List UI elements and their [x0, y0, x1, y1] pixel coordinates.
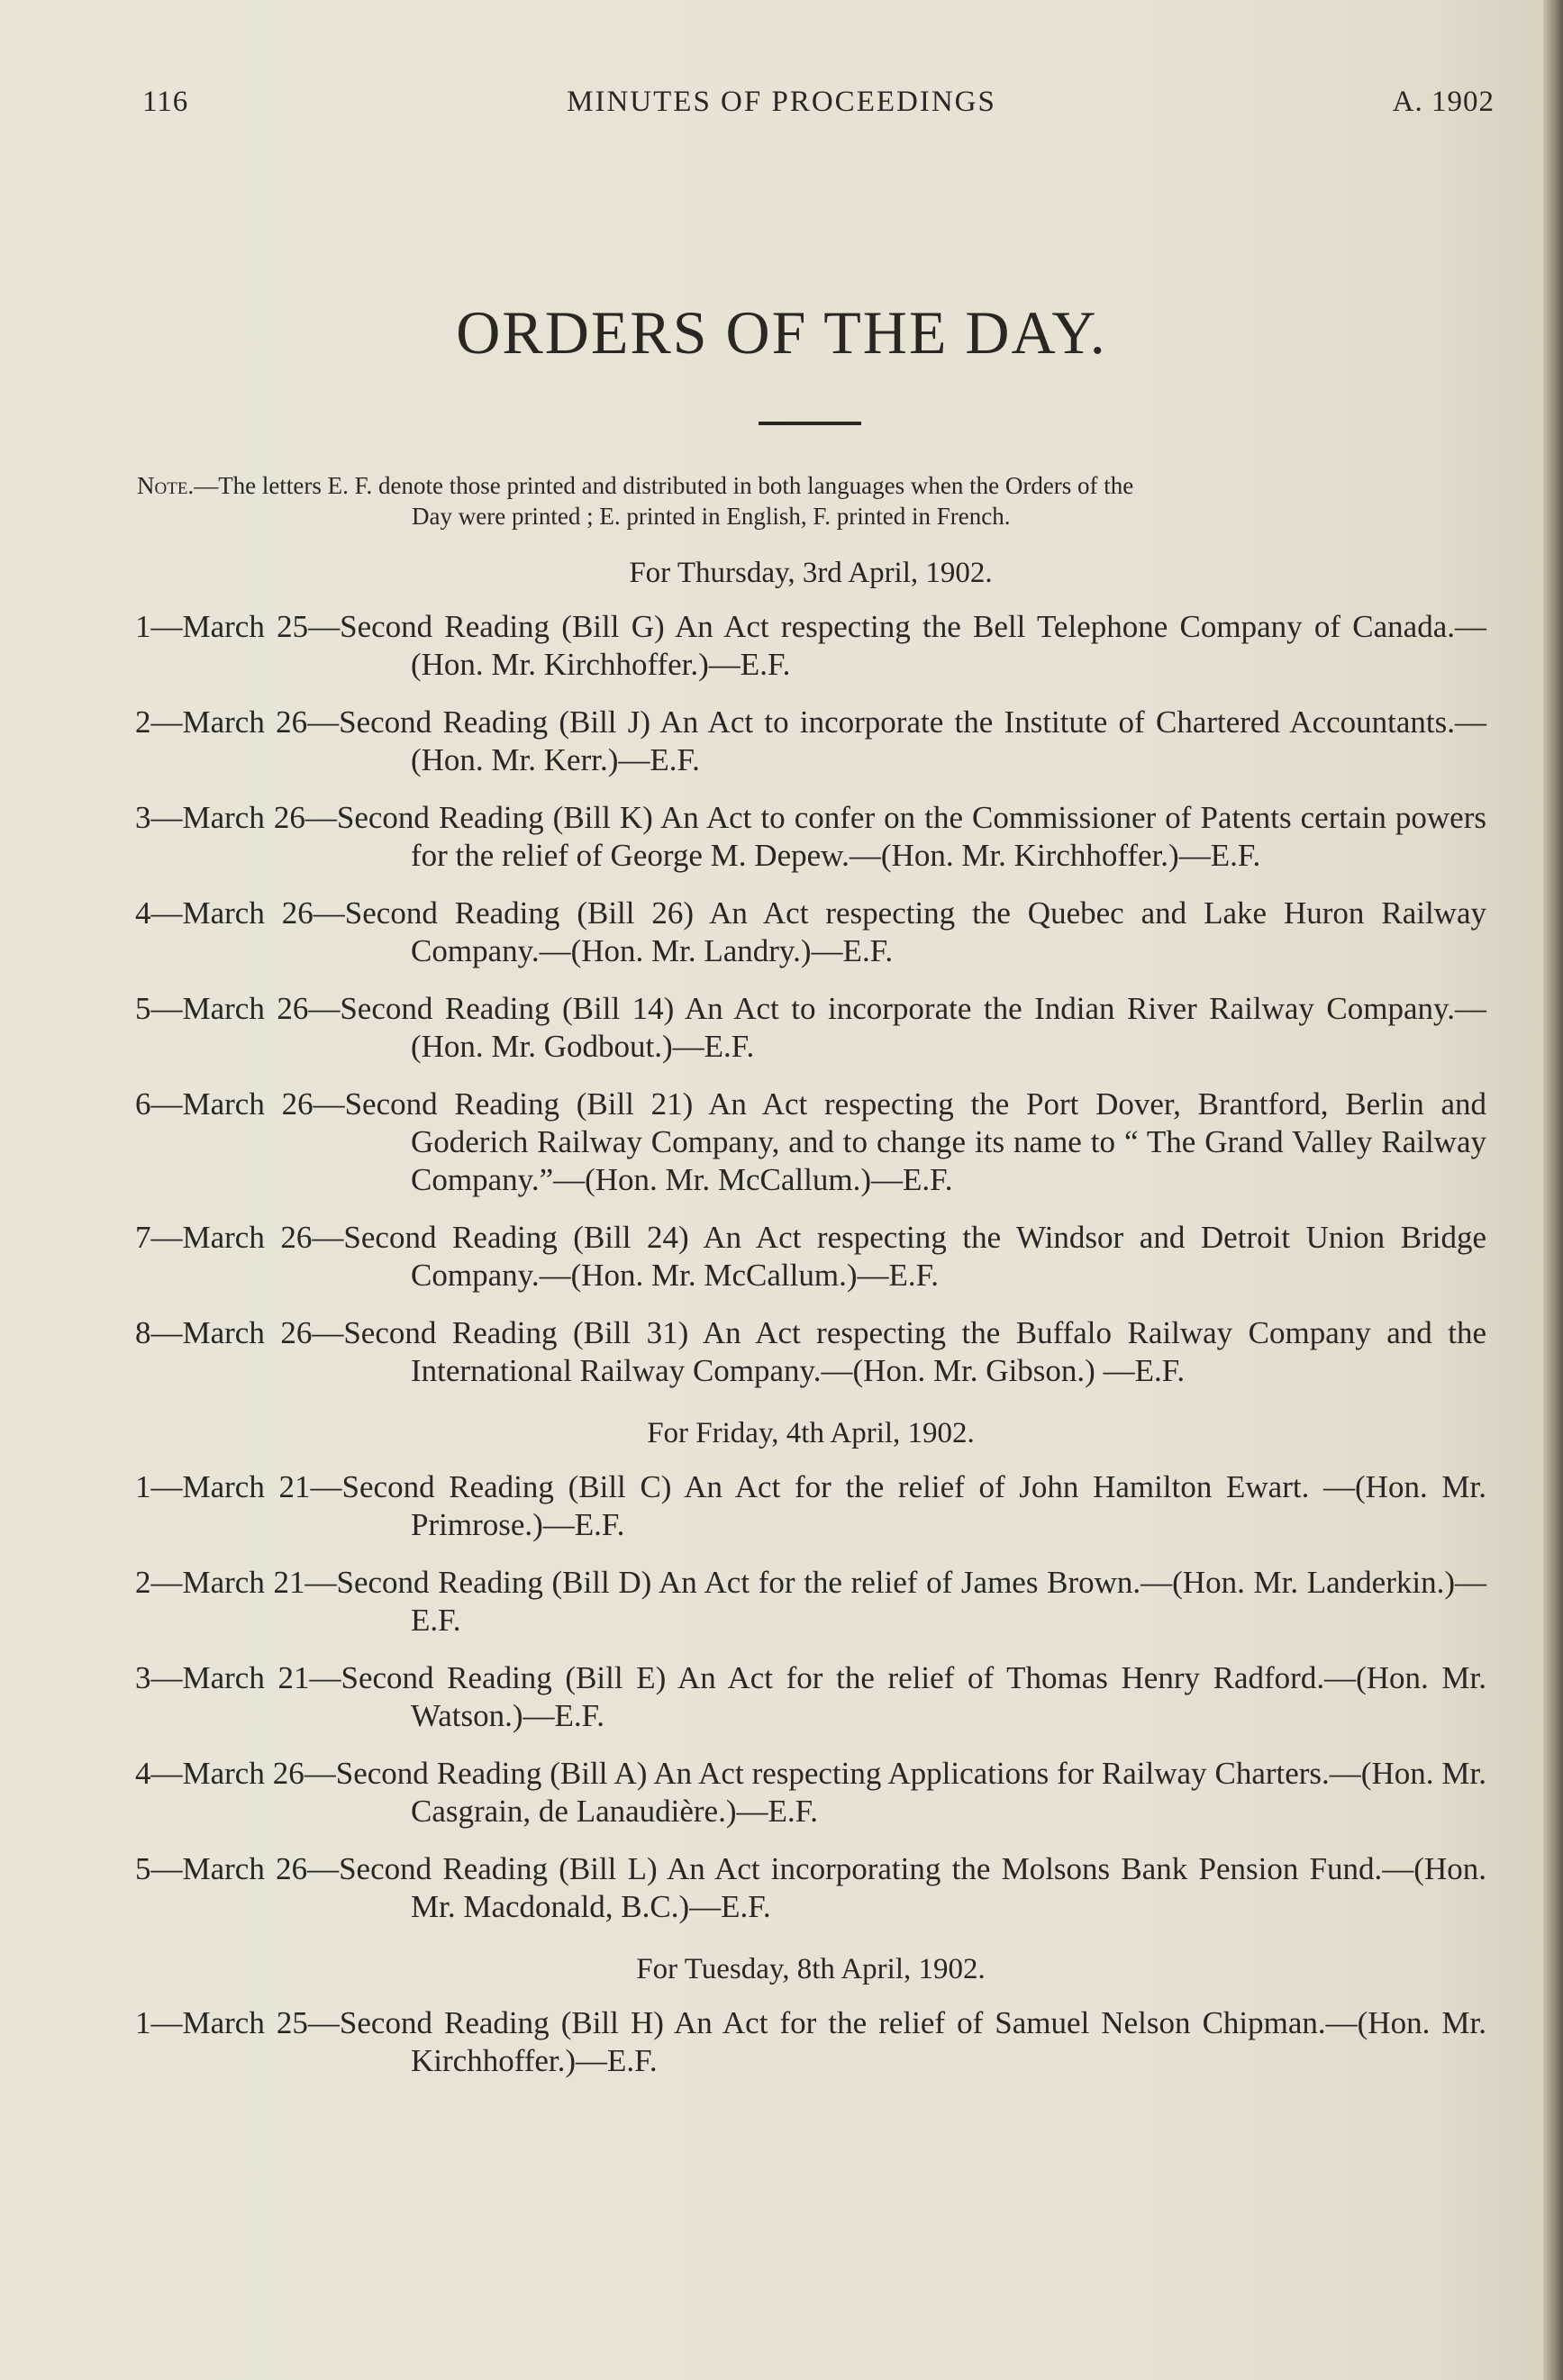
order-item: 2—March 26—Second Reading (Bill J) An Act to incorporate the Institute of Chartered Accountants.—(Hon. Mr. Kerr.)—E.F. [135, 704, 1486, 777]
title-rule [759, 422, 861, 425]
day-section-tuesday [135, 1953, 1486, 2080]
day-section-friday [135, 1417, 1486, 1926]
day-heading: For Thursday, 3rd April, 1902. [629, 557, 993, 589]
note-label: Note. [137, 472, 195, 499]
order-item: 1—March 25—Second Reading (Bill H) An Act for the relief of Samuel Nelson Chipman.—(Hon. Mr. Kirchhoffer.)—E.F. [135, 2005, 1486, 2078]
year-label: A. 1902 [1392, 86, 1495, 118]
note-text-1: —The letters E. F. denote those printed and distributed in both languages when the Orders of the [194, 472, 1134, 499]
order-item: 4—March 26—Second Reading (Bill A) An Act respecting Applications for Railway Charters.—(Hon. Mr. Casgrain, de Lanaudière.)—E.F. [135, 1756, 1486, 1829]
running-title: MINUTES OF PROCEEDINGS [567, 86, 996, 118]
order-item: 2—March 21—Second Reading (Bill D) An Act for the relief of James Brown.—(Hon. Mr. Landerkin.)—E.F. [135, 1565, 1486, 1638]
order-item: 3—March 21—Second Reading (Bill E) An Act for the relief of Thomas Henry Radford.—(Hon. Mr. Watson.)—E.F. [135, 1660, 1486, 1733]
orders-content [135, 557, 1486, 2107]
order-item: 5—March 26—Second Reading (Bill L) An Act incorporating the Molsons Bank Pension Fund.—(Hon. Mr. Macdonald, B.C.)—E.F. [135, 1851, 1486, 1924]
day-heading: For Friday, 4th April, 1902. [647, 1417, 975, 1449]
order-item: 4—March 26—Second Reading (Bill 26) An Act respecting the Quebec and Lake Huron Railway Company.—(Hon. Mr. Landry.)—E.F. [135, 895, 1486, 968]
note-text-2: Day were printed ; E. printed in English, F. printed in French. [412, 503, 1011, 530]
note-line-1 [137, 470, 1488, 501]
page-number: 116 [142, 86, 189, 118]
day-section-thursday [135, 557, 1486, 1390]
order-item: 7—March 26—Second Reading (Bill 24) An Act respecting the Windsor and Detroit Union Bridge Company.—(Hon. Mr. McCallum.)—E.F. [135, 1220, 1486, 1293]
day-heading: For Tuesday, 8th April, 1902. [636, 1953, 986, 1985]
order-item: 3—March 26—Second Reading (Bill K) An Act to confer on the Commissioner of Patents certain powers for the relief of George M. Depew.—(Hon. Mr. Kirchhoffer.)—E.F. [135, 800, 1486, 873]
order-item: 6—March 26—Second Reading (Bill 21) An Act respecting the Port Dover, Brantford, Berlin and Goderich Railway Company, and to change its name to “ The Grand Valley Railway Company.”—(Hon. Mr. McCallum.)—E.F. [135, 1086, 1486, 1197]
order-item: 5—March 26—Second Reading (Bill 14) An Act to incorporate the Indian River Railway Company.—(Hon. Mr. Godbout.)—E.F. [135, 991, 1486, 1064]
note-block [137, 470, 1488, 531]
page-title: ORDERS OF THE DAY. [456, 298, 1107, 367]
order-item: 1—March 21—Second Reading (Bill C) An Act for the relief of John Hamilton Ewart. —(Hon. Mr. Primrose.)—E.F. [135, 1469, 1486, 1542]
order-item: 1—March 25—Second Reading (Bill G) An Act respecting the Bell Telephone Company of Canada.—(Hon. Mr. Kirchhoffer.)—E.F. [135, 609, 1486, 682]
order-item: 8—March 26—Second Reading (Bill 31) An Act respecting the Buffalo Railway Company and the International Railway Company.—(Hon. Mr. Gibson.) —E.F. [135, 1315, 1486, 1388]
